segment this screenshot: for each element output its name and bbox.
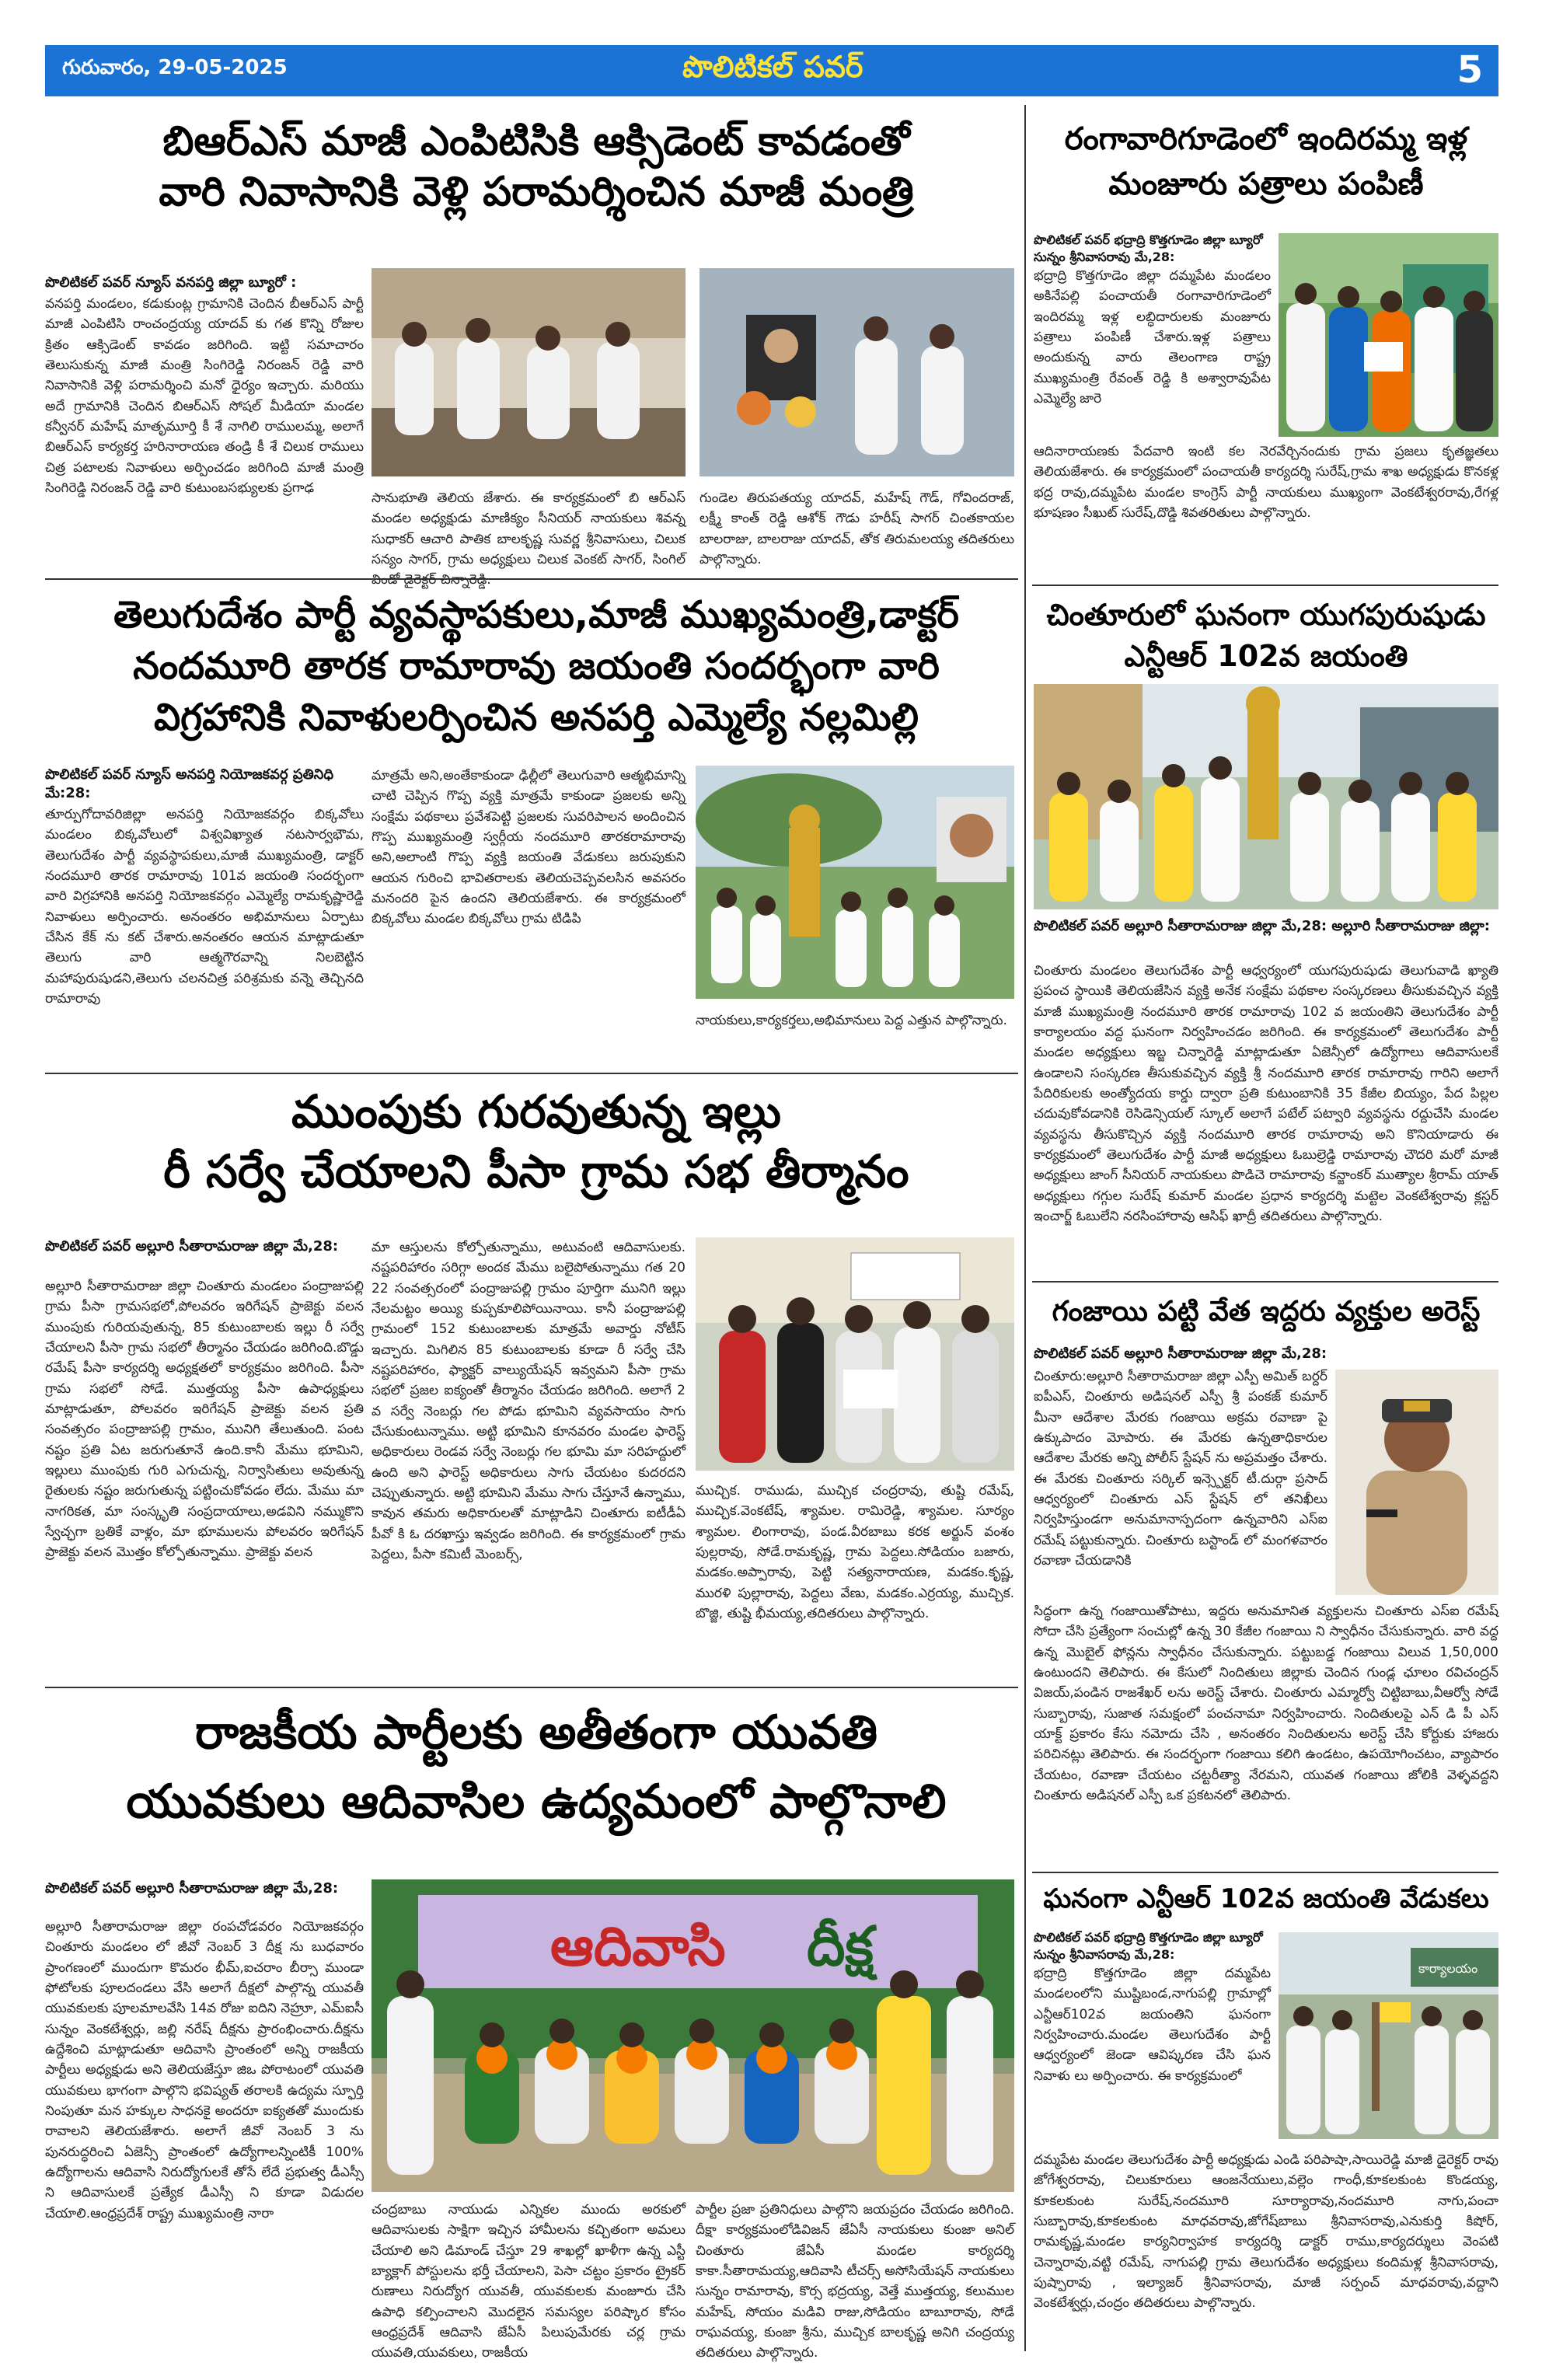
story1-byline: పొలిటికల్ పవర్ న్యూస్ వనపర్తి జిల్లా బ్యూరో : [45, 274, 297, 291]
story5-photo-handover [1279, 233, 1498, 437]
story1-photo-tribute [699, 268, 1014, 476]
story1-photo-visit [372, 268, 686, 476]
story6-headline-line1: చింతూరులో ఘనంగా యుగపురుషుడు [1046, 598, 1486, 632]
story2-headline [54, 589, 1018, 744]
story7-body-full: సిద్ధంగా ఉన్న గంజాయితోపాటు, ఇద్దరు అనుమానిత వ్యక్తులను చింతూరు ఎస్ఐ రమేష్ సోదా చేసి ప్రత్యేంగా సంచుల్లో ఉన్న 30 కేజీల గంజాయి ని స్వాధీనం చేసుకున్నారు. వారి వద్ద ఉన్న మొబైల్ ఫోన్లను స్వాధీనం చేసుకున్నారు. పట్టుబడ్డ గంజాయి విలువ 1,50,000 ఉంటుందని తెలిపారు. ఈ కేసులో నిందితులు జిల్లాకు చెందిన గుండ్ల ఛూలం రవిచంద్రన్ విజయ్,పండిన రాజశేఖర్ లను అరెస్ట్ చేశారు. చింతూరు ఎమ్మార్వో చిట్టిబాబు,వీఆర్వో సోడే సుబ్బారావు, సుజాత సమక్షంలో పంచనామా నిర్వహించారు. నిందితులపై ఎన్ డి పీ ఎస్ యాక్ట్ ప్రకారం కేసు నమోదు చేసి , అనంతరం నిందితులను అరెస్ట్ చేసి కోర్టుకు హాజరు పరిచినట్లు తెలిపారు. ఈ సందర్భంగా గంజాయి కలిగి ఉండటం, ఉపయోగించటం, వ్యాపారం చేయటం, రవాణా చేయటం చట్టరీత్యా నేరమని, యువత గంజాయి జోలికి వెళ్ళవద్దని చింతూరు అడిషనల్ ఎస్పీ ఒక ప్రకటనలో తెలిపారు. [1034, 1604, 1498, 1804]
story7-headline-text: గంజాయి పట్టి వేత ఇద్దరు వ్యక్తుల అరెస్ట్ [1052, 1296, 1481, 1328]
story2-column-3: నాయకులు,కార్యకర్తలు,అభిమానులు పెద్ద ఎత్తున పాల్గొన్నారు. [696, 1013, 1007, 1028]
story1-column-1: వనపర్తి మండలం, కడుకుంట్ల గ్రామానికి చెందిన బీఆర్ఎస్ పార్టీ మాజీ ఎంపిటిసి రాంచంద్రయ్య యాదవ్ కు గత కొన్ని రోజుల క్రితం ఆక్సిడెంట్ కావడం జరిగింది. ఇట్టి సమాచారం తెలుసుకున్న మాజీ మంత్రి సింగిరెడ్డి నిరంజన్ రెడ్డి వారి నివాసానికి వెళ్లి పరామర్శించి మనో ధైర్యం ఇచ్చారు. మరియు అదే గ్రామానికి చెందిన బిఆర్ఎస్ సోషల్ మీడియా మండల కన్వీనర్ మహేష్ మాతృమూర్తి కీ శే నాగిలి రాములమ్మ, అలాగే బిఆర్ఎస్ కార్యకర్త హరినారాయణ తండ్రి కీ శే చిలుక రాములు చిత్ర పటాలకు నివాళులు అర్పించడం జరిగింది మాజీ మంత్రి సింగిరెడ్డి నిరంజన్ రెడ్డి వారి కుటుంబసభ్యులకు ప్రగాఢ [45, 296, 364, 497]
story-divider-1 [45, 578, 1018, 580]
issue-date: గురువారం, 29-05-2025 [62, 56, 288, 79]
story8-body-top: భద్రాద్రి కొత్తగూడెం జిల్లా దమ్మపేట మండలంలోని ముష్టిబండ,నాగుపల్లి గ్రామాల్లో ఎన్టీఆర్102వ జయంతిని ఘనంగా నిర్వహించారు.మండల తెలుగుదేశం పార్టీ ఆధ్వర్యంలో జెండా ఆవిష్కరణ చేసి ఘన నివాళు లు అర్పించారు. ఈ కార్యక్రమంలో [1034, 1966, 1271, 2084]
story6-headline-line2: ఎన్టీఆర్ 102వ జయంతి [1124, 639, 1408, 674]
page-header-bar [45, 45, 1498, 96]
story2-column-2: మాత్రమే అని,అంతేకాకుండా ఢిల్లీలో తెలుగువారి ఆత్మభిమాన్ని చాటి చెప్పిన గొప్ప వ్యక్తి మాత్రమే కాకుండా ప్రజలకు అన్ని సంక్షేమ పథకాలు ప్రవేశపెట్టి ప్రజలకు సువరిపాలన అందించిన గొప్ప ముఖ్యమంత్రి స్వర్గీయ నందమూరి తారకరామారావు అని,అలాంటి గొప్ప వ్యక్తి జయంతి వేడుకలు జరుపుకుని ఆయన గురించి భావితరాలకు తెలియచెప్పవలసిన అవసరం మనందరి పైన ఉందని తెలియజేశారు. ఈ కార్యక్రమంలో బిక్కవోలు మండల బిక్కవోలు గ్రామ టిడిపి [372, 768, 686, 927]
story8-photo-celebration [1279, 1932, 1498, 2139]
banner-title-text: ఆదివాసి [550, 1914, 726, 1978]
story7-headline [1034, 1294, 1498, 1329]
story2-headline-line1: తెలుగుదేశం పార్టీ వ్యవస్థాపకులు,మాజీ ముఖ్యమంత్రి,డాక్టర్ [113, 593, 959, 637]
story1-headline-line2: వారి నివాసానికి వెళ్లి పరామర్శించిన మాజీ మంత్రి [159, 169, 914, 215]
story1-column-3: గుండెల తిరుపతయ్య యాదవ్, మహేష్ గౌడ్, గోవిందరాజ్, లక్ష్మీ కాంత్ రెడ్డి ఆశోక్ గౌడు హరీష్ సాగర్ చింతకాయల బాలరాజు, బాలరాజు యాదవ్, తోక తిరుమలయ్య తదితరులు పాల్గొన్నారు. [699, 490, 1014, 568]
story2-photo-statue [696, 766, 1014, 999]
story-divider-3 [45, 1687, 1018, 1688]
story4-headline-line1: రాజకీయ పార్టీలకు అతీతంగా యువతి [194, 1705, 878, 1760]
story4-column-3: పార్టీల ప్రజా ప్రతినిధులు పాల్గొని జయప్రదం చేయడం జరిగింది. దీక్షా కార్యక్రమంలోడివిజన్ జేఏసీ నాయకులు కుంజా అనిల్ చింతూరు జేఏసీ మండల కార్యదర్శి కాకా.సీతారామయ్య,ఆదివాసి టీచర్స్ అసోసియేషన్ నాయకులు సున్నం రామారావు, కొర్స భద్రయ్య, వెత్తే ముత్తయ్య, కలుముల మహేష్, సోయం మడివి రాజు,సోడియం బాబూరావు, సోడే రాఘవయ్య, కుంజా శ్రీను, ముచ్చిక బాలకృష్ణ అనిగి చంద్రయ్య తదితరులు పాల్గొన్నారు. [696, 2202, 1014, 2361]
story4-column-2: చంద్రబాబు నాయుడు ఎన్నికల ముందు అరకులో ఆదివాసులకు సాక్షిగా ఇచ్చిన హామీలను కచ్చితంగా అమలు చేయాలి అని డిమాండ్ చేస్తూ 29 శాఖల్లో ఖాళీగా ఉన్న ఎస్టీ బ్యాక్లాగ్ పోస్టులను భర్తీ చేయాలని, పెసా చట్టం ప్రకారం ట్రైకర్ రుణాలు నిరుద్యోగ యువతీ, యువకులకు మంజూరు చేసి ఉపాధి కల్పించాలని మొదలైన సమస్యల పరిష్కార కోసం ఆంధ్రప్రదేశ్ ఆదివాసి జేఏసీ పిలుపుమేరకు చర్ల గ్రామ యువతి,యువకులు, రాజకీయ [372, 2202, 686, 2361]
story3-column-2: మా ఆస్తులను కోల్పోతున్నాము, అటువంటి ఆదివాసులకు. నష్టపరిహారం సరిగ్గా అందక మేము బలైపోతున్నాము గత 20 22 సంవత్సరంలో పంద్రాజుపల్లి గ్రామం పూర్తిగా మునిగి ఇల్లు నేలమట్టం అయ్యి కుప్పకూలిపోయినాయి. కానీ పంద్రాజుపల్లి గ్రామంలో 152 కుటుంబాలకు మాత్రమే అవార్డు నోటీస్ ఇచ్చారు. మిగిలిన 85 కుటుంబాలకు కూడా రీ సర్వే చేసి నష్టపరిహారం, ఫ్యాక్టర్ వాల్యుయేషన్ ఇవ్వమని పీసా గ్రామ సభలో ప్రజల ఐక్యంతో తీర్మానం చేయడం జరిగింది. అలాగే 2 వ సర్వే నెంబర్లు గల పోడు భూమిని వ్యవసాయం సాగు చేసుకుంటున్నాము. అట్టి భూమిని కూనవరం మండల ఫారెస్ట్ అధికారులు రెండవ సర్వే నెంబర్లు గల భూమి మా సరిహద్దులో ఉంది అని ఫారెస్ట్ అధికారులు సాగు చేయటం కుదరదని చెప్పుతున్నారు. అట్టి భూమిని మేము సాగు చేస్తూనే ఉన్నాము, కావున తమరు అధికారులతో మాట్లాడిని చింతూరు ఐటీడీఏ పీవో కి ఓ దరఖాస్తు ఇవ్వడం జరిగింది. ఈ కార్యక్రమంలో గ్రామ పెద్దలు, పీసా కమిటీ మెంబర్స్, [372, 1240, 686, 1563]
story-divider-right-3 [1032, 1872, 1498, 1873]
story2-headline-line2: నందమూరి తారక రామారావు జయంతి సందర్భంగా వారి [133, 644, 940, 689]
banner-subtitle-text: దీక్ష [807, 1914, 874, 1978]
story1-headline [54, 117, 1018, 218]
story5-headline [1034, 117, 1498, 207]
story2-headline-line3: విగ్రహానికి నివాళులర్పించిన అనపర్తి ఎమ్మెల్యే నల్లమిల్లి [154, 696, 919, 740]
story4-photo-deeksha [372, 1879, 1014, 2192]
story8-byline: పొలిటికల్ పవర్ భద్రాద్రి కొత్తగూడెం జిల్లా బ్యూరో సున్నం శ్రీనివాసరావు మే,28: [1034, 1930, 1263, 1962]
story3-headline-line2: రీ సర్వే చేయాలని పీసా గ్రామ సభ తీర్మానం [163, 1144, 909, 1198]
story7-photo-officer [1335, 1370, 1498, 1595]
story2-column-1: తూర్పుగోదావరిజిల్లా అనపర్తి నియోజకవర్గం బిక్కవోలు మండలం బిక్కవోలులో విశ్వవిఖ్యాత నటసార్వభౌమ, తెలుగుదేశం పార్టీ వ్యవస్థాపకులు,మాజీ ముఖ్యమంత్రి, డాక్టర్ నందమూరి తారక రామారావు 101వ జయంతి సందర్భంగా వారి విగ్రహానికి అనపర్తి నియోజకవర్గం ఎమ్మెల్యే రామకృష్ణారెడ్డి నివాళులు అర్పించారు. అనంతరం అభిమానులు ఏర్పాటు చేసిన కేక్ ను కట్ చేశారు.అనంతరం ఆయన మాట్లాడుతూ తెలుగు వారి ఆత్మగౌరవాన్ని నిలబెట్టిన మహాపురుషుడని,తెలుగు చలనచిత్ర పరిశ్రమకు వన్నె తెచ్చినది రామారావు [45, 807, 364, 1007]
story4-headline [54, 1698, 1018, 1837]
page-number: 5 [1457, 48, 1483, 92]
office-sign-text: కార్యాలయం [1418, 1961, 1478, 1976]
story1-headline-line1: బిఆర్ఎస్ మాజీ ఎంపిటిసికి ఆక్సిడెంట్ కావడంతో [162, 118, 910, 165]
story3-headline [54, 1082, 1018, 1201]
story3-headline-line1: ముంపుకు గురవుతున్న ఇల్లు [291, 1085, 781, 1138]
story5-headline-line2: మంజూరు పత్రాలు పంపిణీ [1108, 166, 1424, 202]
story3-column-1: అల్లూరి సీతారామరాజు జిల్లా చింతూరు మండలం పంద్రాజుపల్లి గ్రామ పీసా గ్రామసభలో,పోలవరం ఇరిగేషన్ ప్రాజెక్టు వలన ముంపుకు గురియవుతున్న, 85 కుటుంబాలకు ఇల్లు రీ సర్వే చేయాలని పీసా గ్రామ సభలో తీర్మానం చేయడం జరిగింది.బొడ్డు రమేష్ పీసా కార్యదర్శి అధ్యక్షతలో కార్యక్రమం జరిగింది. పీసా గ్రామ సభలో సోడే. ముత్తయ్య పీసా ఉపాధ్యక్షులు మాట్లాడుతూ, పోలవరం ఇరిగేషన్ ప్రాజెక్టు వలన ప్రతి సంవత్సరం పంద్రాజుపల్లి గ్రామం, మునిగి తేలుతుంది. పంట నష్టం ప్రతి ఏట జరుగుతూనే ఉంది.కానీ మేము భూమిని, ఇల్లులు ముంపుకు గురి ఎగుచున్న, నిర్వాసితులు అవుతున్న రైతులకు నష్టం జరుగుతున్న పట్టించుకోవడం లేదు. మేము మా నాగరికత, మా సంస్కృతి సంప్రదాయాలు,అడవిని నమ్ముకొని స్వేచ్ఛగా బ్రతికే వాళ్లం, మా భూములను పోలవరం ఇరిగేషన్ ప్రాజెక్టు వలన మొత్తం కోల్పోతున్నాము. ప్రాజెక్టు వలన [45, 1279, 364, 1561]
story1-column-2: సానుభూతి తెలియ జేశారు. ఈ కార్యక్రమంలో బి ఆర్ఎస్ మండల అధ్యక్షుడు మాణిక్యం సీనియర్ నాయకులు శివన్న సుధాకర్ ఆచారి పాతిక బాలకృష్ణ సువర్ణ శ్రీనివాసులు, చిలుక సన్యం సాగర్, గ్రామ అధ్యక్షులు చిలుక వెంకట్ సాగర్, సింగిల్ విండో డైరెక్టర్ చిన్నారెడ్డి. [372, 490, 686, 588]
masthead: పొలిటికల్ పవర్ [682, 50, 863, 84]
story3-photo-gramsabha [696, 1237, 1014, 1471]
story-divider-right-1 [1032, 585, 1498, 586]
story8-headline [1034, 1883, 1498, 1916]
column-divider-main [1024, 105, 1026, 2351]
story3-byline: పొలిటికల్ పవర్ అల్లూరి సీతారామరాజు జిల్లా మే,28: [45, 1238, 339, 1255]
story6-photo-ntr-jayanti [1034, 684, 1498, 909]
story8-body-full: దమ్మపేట మండల తెలుగుదేశం పార్టీ అధ్యక్షుడు ఎండి పరిపాషా,సాయిరెడ్డి మాజీ డైరెక్టర్ రావు జోగేశ్వరరావు, చిలుకూరులు ఆంజనేయులు,వల్లెం గాంధీ,కూకలకుంట కొండయ్య, కూకలకుంట సురేష్,నందమూరి సూర్యారావు,నందమూరి నాగు,పంచా సుబ్బారావు,కూకలకుంట మాధవరావు,జోగేష్‌బాబు శ్రీనివాసరావు,ఎనుకుర్తి కిషోర్, రామకృష్ణ,మండల కార్యనిర్వాహక కార్యదర్శి డాక్టర్ రాము,కార్యదర్శులు వెంపటి చెన్నారావు,వట్టి రమేష్, నాగుపల్లి గ్రామ తెలుగుదేశం అధ్యక్షులు కందిమళ్ల శ్రీనివాసరావు, పుష్పారావు , ఇల్యాజర్ శ్రీనివాసరావు, మాజీ సర్పంచ్ మాధవరావు,వద్దాని వెంకటేశ్వర్లు,చంద్రం తదితరులు పాల్గొన్నారు. [1034, 2152, 1498, 2312]
story6-headline [1034, 595, 1498, 677]
story5-byline: పొలిటికల్ పవర్ భద్రాద్రి కొత్తగూడెం జిల్లా బ్యూరో సున్నం శ్రీనివాసరావు మే,28: [1034, 232, 1263, 264]
story4-column-1: అల్లూరి సీతారామరాజు జిల్లా రంపచోడవరం నియోజకవర్గం చింతూరు మండలం లో జీవో నెంబర్ 3 దీక్ష ను బుధవారం ప్రాంగణంలో ముందుగా కొమరం భీమ్,ఐచరాం బీర్సా ముండా ఫోటోలకు పూలదండలు వేసి అలాగే దీక్షలో పాల్గొన్న యువతీ యువకులకు పూలమాలవేసి 14వ రోజు ఐదిని నెహ్రూ, ఎమ్ఐసీ సున్నం వెంకటేశ్వర్లు, జల్లి నరేష్ దీక్షను ప్రారంభించారు.దీక్షను ఉద్దేశించి మాట్లాడుతూ ఆదివాసి ప్రాంతంలో అన్ని రాజకీయ పార్టీలు అధ్యక్షుడు అని తెలియజేస్తూ జిఒ పోరాటంలో యువతి యువకులు భాగంగా పాల్గొని భవిష్యత్ తరాలకి ఉద్యమ స్ఫూర్తి నింపుతూ మన హక్కుల సాధనకై అందరూ ఐక్యతతో ముందుకు రావాలని తెలియజేశారు. అలాగే జీవో నెంబర్ 3 ను పునరుద్ధరించి ఏజెన్సీ ప్రాంతంలో ఉద్యోగాలన్నింటికీ 100% ఉద్యోగాలను ఆదివాసి నిరుద్యోగులకే తోసే లేదే ప్రభుత్వ డీఎస్సీ ని ఆదివాసులకే ప్రత్యేక డీఎస్సీ ని కూడా విడుదల చేయాలి.ఆంధ్రప్రదేశ్ రాష్ట్ర ముఖ్యమంత్రి నారా [45, 1919, 364, 2221]
story6-body: చింతూరు మండలం తెలుగుదేశం పార్టీ ఆధ్వర్యంలో యుగపురుషుడు తెలుగువాడి ఖ్యాతి ప్రపంచ స్థాయికి తెలియజేసిన వ్యక్తి అనేక సంక్షేమ పథకాల సంస్కరణలు తీసుకువచ్చిన వ్యక్తి మాజీ ముఖ్యమంత్రి నందమూరి తారక రామారావు 102 వ జయంతిని తెలుగుదేశం పార్టీ కార్యాలయం వద్ద ఘనంగా నిర్వహించడం జరిగింది. ఈ కార్యక్రమంలో తెలుగుదేశం పార్టీ మండల అధ్యక్షులు ఇబ్జ చిన్నారెడ్డి మాట్లాడుతూ ఏజెన్సీలో ఉద్యోగాలు ఆదివాసులకే ఉండాలని సంస్కరణ తీసుకువచ్చిన వ్యక్తి శ్రీ నందమూరి తారక రామారావు గారిని అలాగే పేదిరికులకు అంత్యోదయ కార్డు ద్వారా ప్రతి కుటుంబానికి 35 కేజీల బియ్యం, పేద పిల్లల చదువుకోవడానికి రెసిడెన్సియల్ స్కూల్ అలాగే పటేల్ పట్వారి వ్యవస్థను రద్దుచేసి మండల వ్యవస్థను తీసుకొచ్చిన వ్యక్తి నందమూరి తారక రామారావు అని కొనియాడారు ఈ కార్యక్రమంలో తెలుగుదేశం పార్టీ మాజీ అధ్యక్షులు ఓబుల్రెడ్డి రామారావు చౌదరి మరో మాజీ అధ్యక్షులు జాంగ్ సీనియర్ నాయకులు పొడిచె రామారావు కన్జాంకర్ ముత్యాల శ్రీరామ్ యాత్ అధ్యక్షులు గగ్గుల సురేష్ కుమార్ మండల ప్రధాన కార్యదర్శి మట్టెల వెంకటేశ్వరావు క్లస్టర్ ఇంచార్జ్ ఓబులేని నరసింహారావు ఆసిఫ్ ఖాద్రీ తదితరులు పాల్గొన్నారు. [1034, 963, 1498, 1225]
story7-byline: పొలిటికల్ పవర్ అల్లూరి సీతారామరాజు జిల్లా మే,28: [1034, 1345, 1327, 1362]
story5-body-full: ఆదినారాయణకు పేదవారి ఇంటి కల నెరవేర్చినందుకు గ్రామ ప్రజలు కృతజ్ఞతలు తెలియజేశారు. ఈ కార్యక్రమంలో పంచాయతీ కార్యదర్శి సురేష్,గ్రామ శాఖ అధ్యక్షుడు కొనకళ్ల భద్ర రావు,దమ్మపేట మండల కాంగ్రెస్ పార్టీ నాయకులు ముఖ్యంగా వెంకటేశ్వరరావు,రేగళ్ల భూషణం సీఖుట్ సురేష్,దొడ్డి శివతరితులు పాల్గొన్నారు. [1034, 444, 1498, 522]
story2-byline: పొలిటికల్ పవర్ న్యూస్ అనపర్తి నియోజకవర్గ ప్రతినిధి మే:28: [45, 766, 334, 802]
story4-byline: పొలిటికల్ పవర్ అల్లూరి సీతారామరాజు జిల్లా మే,28: [45, 1880, 339, 1897]
story-divider-2 [45, 1073, 1018, 1074]
story-divider-right-2 [1032, 1281, 1498, 1282]
story5-headline-line1: రంగావారిగూడెంలో ఇందిరమ్మ ఇళ్ల [1064, 121, 1468, 157]
story4-headline-line2: యువకులు ఆదివాసిల ఉద్యమంలో పాల్గొనాలి [126, 1774, 947, 1829]
story6-byline: పొలిటికల్ పవర్ అల్లూరి సీతారామరాజు జిల్లా మే,28: అల్లూరి సీతారామరాజు జిల్లా: [1034, 918, 1490, 934]
story8-headline-text: ఘనంగా ఎన్టీఆర్ 102వ జయంతి వేడుకలు [1043, 1883, 1489, 1914]
story7-body-top: చింతూరు:అల్లూరి సీతారామరాజు జిల్లా ఎస్పీ అమిత్ బర్దర్ ఐపీఎస్, చింతూరు అడిషనల్ ఎస్పీ శ్రీ పంకజ్ కుమార్ మీనా ఆదేశాల మేరకు గంజాయి అక్రమ రవాణా పై ఉక్కుపాదం మోపారు. ఈ మేరకు ఉన్నతాధికారుల ఆదేశాల మేరకు అన్ని పోలీస్ స్టేషన్ ను అప్రమత్తం చేశారు. ఈ మేరకు చింతూరు సర్కిల్ ఇన్స్పెక్టర్ టీ.దుర్గా ప్రసాద్ ఆధ్వర్యంలో చింతూరు ఎస్ స్టేషన్ లో తనిఖీలు నిర్వహిస్తుండగా అనుమానాస్పదంగా ఉన్నవారిని ఎస్ఐ రమేష్ పట్టుకున్నారు. చింతూరు బస్టాండ్ లో మంగళవారం రవాణా చేయడానికి [1034, 1369, 1327, 1569]
story3-column-3: ముచ్చిక. రాముడు, ముచ్చిక చంద్రరావు, తుష్టి రమేష్, ముచ్చిక.వెంకటేష్, శ్యామల. రామిరెడ్డి, శ్యామల. సూర్యం శ్యామల. లింగారావు, పండ.వీరబాబు కరక అర్జున్ వంశం పుల్లరావు, సోడే.రామకృష్ణ, గ్రామ పెద్దలు.సోడియం బజారు, మడకం.అప్పారావు, పెట్టి సత్యనారాయణ, మడకం.కృష్ణ, మురళి పుల్లారావు, పెద్దలు వేణు, మడకం.ఎర్రయ్య, ముచ్చిక. బొజ్జి, తుష్టి భీమయ్య,తదితరులు పాల్గొన్నారు. [696, 1483, 1014, 1622]
story5-body-top: భద్రాద్రి కొత్తగూడెం జిల్లా దమ్మపేట మండలం అకినేపల్లి పంచాయతీ రంగావారిగూడెంలో ఇందిరమ్మ ఇళ్ల లబ్ధిదారులకు మంజూరు పత్రాలు పంపిణీ చేశారు.ఇళ్ల పత్రాలు అందుకున్న వారు తెలంగాణ రాష్ట్ర ముఖ్యమంత్రి రేవంత్ రెడ్డి కి అశ్వారావుపేట ఎమ్మెల్యే జారె [1034, 268, 1271, 407]
